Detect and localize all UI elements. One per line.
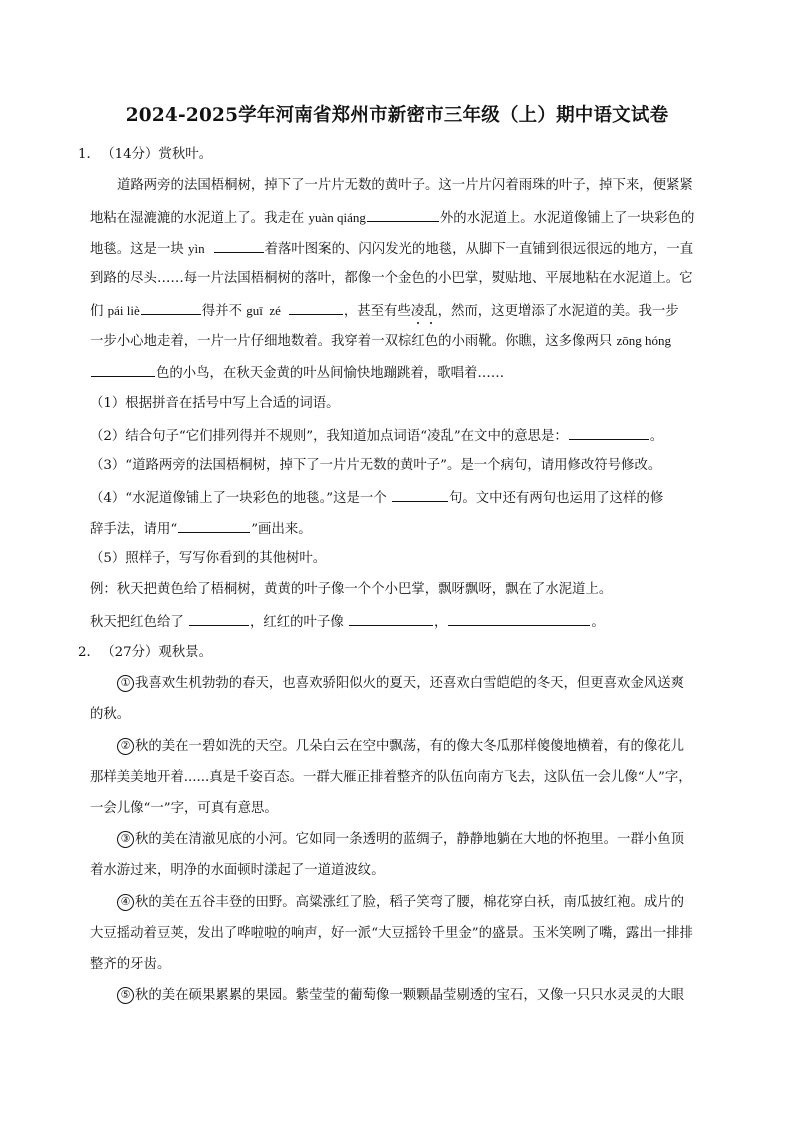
answer-blank[interactable]	[448, 611, 590, 626]
answer-blank[interactable]	[189, 611, 249, 626]
question-1-header	[78, 145, 212, 165]
question-text: （4）“水泥道像铺上了一块彩色的地毯。”这是一个	[90, 491, 391, 506]
pinyin-prompt: guī zé	[246, 303, 281, 318]
page-title: 2024-2025学年河南省郑州市新密市三年级（上）期中语文试卷	[125, 105, 669, 126]
passage-line	[90, 238, 693, 258]
passage-text: 秋的美在五谷丰登的田野。高粱涨红了脸，稻子笑弯了腰，棉花穿白袄，南瓜披红袍。成片的	[135, 895, 685, 910]
question-text: 。	[591, 615, 605, 630]
passage-line	[117, 674, 684, 694]
question-text: （2）结合句子“它们排列得并不规则”，我知道加点词语“凌乱”在文中的意思是：	[90, 429, 568, 444]
sub-question-4-cont	[90, 518, 312, 538]
question-text: 辞手法，请用“	[90, 522, 178, 537]
question-number: 1．	[78, 147, 100, 162]
paragraph-number-1: ①	[117, 675, 134, 692]
passage-text: 外的水泥道上。水泥道像铺上了一块彩色的	[439, 211, 695, 226]
paragraph-number-4: ④	[117, 894, 134, 911]
answer-blank[interactable]	[91, 362, 155, 377]
pinyin-prompt: pái liè	[107, 303, 140, 318]
sub-question-3: （3）“道路两旁的法国梧桐树，掉下了一片片无数的黄叶子”。是一个病句，请用修改符号修改。	[90, 458, 662, 473]
paragraph-number-5: ⑤	[117, 987, 134, 1004]
passage-text: 们	[90, 304, 108, 319]
passage-text: ，然而，这更增添了水泥道的美。我一步	[437, 304, 679, 319]
dotted-word-char: 乱	[424, 304, 438, 319]
question-number: 2．	[78, 645, 100, 660]
passage-line: 整齐的牙齿。	[90, 957, 171, 972]
question-text: ，	[434, 615, 448, 630]
sub-question-5: （5）照样子，写写你看到的其他树叶。	[90, 551, 327, 566]
passage-line	[117, 830, 684, 850]
example-sentence: 例：秋天把黄色给了梧桐树，黄黄的叶子像一个个小巴掌，飘呀飘呀，飘在了水泥道上。	[90, 582, 613, 597]
passage-line	[90, 300, 679, 320]
dotted-word-char: 凌	[410, 304, 425, 319]
pinyin-prompt: zōng hóng	[616, 333, 672, 348]
paragraph-number-2: ②	[117, 738, 134, 755]
passage-line: 着水游过来，明净的水面顿时漾起了一道道波纹。	[90, 863, 385, 878]
passage-line	[90, 362, 504, 382]
pinyin-prompt: yuàn qiáng	[308, 210, 366, 225]
question-2-header	[78, 643, 212, 663]
sub-question-2	[90, 425, 663, 445]
paragraph-number-3: ③	[117, 831, 134, 848]
answer-blank[interactable]	[349, 611, 433, 626]
question-text: 句。文中还有两句也运用了这样的修	[448, 491, 664, 506]
answer-blank[interactable]	[178, 518, 250, 533]
passage-text: 秋的美在硕果累累的果园。紫莹莹的葡萄像一颗颗晶莹剔透的宝石，又像一只只水灵灵的大眼	[135, 988, 685, 1003]
passage-line: 道路两旁的法国梧桐树，掉下了一片片无数的黄叶子。这一片片闪着雨珠的叶子，掉下来，便紧紧	[117, 178, 693, 193]
passage-line: 一会儿像“一”字，可真有意思。	[90, 801, 278, 816]
passage-line	[117, 893, 684, 913]
answer-blank[interactable]	[367, 207, 439, 222]
question-text: 秋天把红色给了	[90, 615, 188, 630]
question-text: 。	[649, 429, 664, 444]
passage-text: 地毯。这是一块	[90, 242, 188, 257]
passage-text: 我喜欢生机勃勃的春天，也喜欢骄阳似火的夏天，还喜欢白雪皑皑的冬天，但更喜欢金风送爽	[135, 676, 685, 691]
question-text: ，红红的叶子像	[250, 615, 348, 630]
question-heading: （14分）赏秋叶。	[107, 147, 212, 162]
passage-text: 着落叶图案的、闪闪发光的地毯，从脚下一直铺到很远很远的地方，一直	[264, 242, 694, 257]
passage-line: 的秋。	[90, 707, 131, 722]
sub-question-4	[90, 487, 663, 507]
answer-blank[interactable]	[392, 487, 448, 502]
passage-text: 一步小心地走着，一片一片仔细地数着。我穿着一双棕红色的小雨靴。你瞧，这多像两只	[90, 334, 617, 349]
answer-blank[interactable]	[214, 238, 264, 253]
answer-blank[interactable]	[289, 300, 343, 315]
question-text: ”画出来。	[251, 522, 312, 537]
passage-text: ，甚至有些	[343, 304, 411, 319]
passage-line	[117, 986, 684, 1006]
passage-text: 色的小鸟，在秋天金黄的叶丛间愉快地蹦跳着，歌唱着……	[156, 366, 505, 381]
passage-line: 大豆摇动着豆荚，发出了哗啦啦的响声，好一派“大豆摇铃千里金”的盛景。玉米笑咧了嘴，露出一排排	[90, 926, 693, 941]
passage-text: 得并不	[201, 304, 247, 319]
answer-blank[interactable]	[141, 300, 201, 315]
passage-line	[117, 737, 684, 757]
sub-question-1: （1）根据拼音在括号中写上合适的词语。	[90, 396, 340, 411]
passage-text: 地粘在湿漉漉的水泥道上了。我走在	[90, 211, 309, 226]
answer-blank[interactable]	[569, 425, 649, 440]
question-heading: （27分）观秋景。	[107, 645, 212, 660]
passage-line	[90, 207, 694, 227]
passage-text: 秋的美在清澈见底的小河。它如同一条透明的蓝绸子，静静地躺在大地的怀抱里。一群小鱼顶	[135, 832, 685, 847]
pinyin-prompt: yìn	[188, 241, 205, 256]
passage-text: 秋的美在一碧如洗的天空。几朵白云在空中飘荡，有的像大冬瓜那样傻傻地横着，有的像花儿	[135, 739, 685, 754]
passage-line: 到路的尽头……每一片法国梧桐树的落叶，都像一个金色的小巴掌，熨贴地、平展地粘在水泥道上。它	[90, 271, 693, 286]
passage-line	[90, 331, 671, 351]
passage-line: 那样美美地开着......真是千姿百态。一群大雁正排着整齐的队伍向南方飞去，这队伍一会儿像“人”字，	[90, 770, 692, 785]
fill-sentence	[90, 611, 605, 631]
